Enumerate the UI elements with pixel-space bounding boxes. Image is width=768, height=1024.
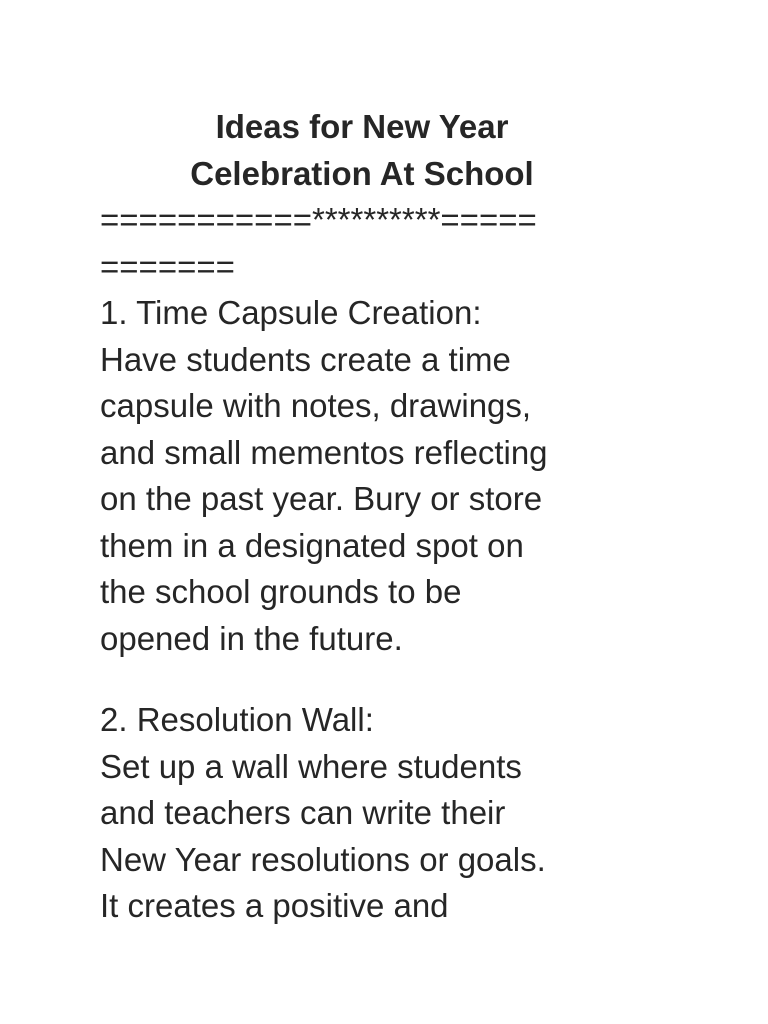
section-resolution-wall — [100, 697, 620, 930]
divider-line: ======= — [100, 247, 235, 285]
section-heading: 1. Time Capsule Creation: — [100, 294, 482, 331]
paragraph-line: It creates a positive and — [100, 887, 449, 924]
paragraph-line: them in a designated spot on — [100, 526, 524, 564]
title-line: Ideas for New Year — [215, 108, 509, 145]
paragraph-line: on the past year. Bury or store — [100, 480, 543, 517]
paragraph-line: and small mementos reflecting — [100, 433, 548, 471]
section-time-capsule — [100, 290, 620, 662]
paragraph-line: and teachers can write their — [100, 794, 506, 831]
document-page — [100, 104, 620, 930]
divider-line: ===========**********===== — [100, 201, 537, 238]
paragraph-line: New Year resolutions or goals. — [100, 840, 546, 878]
divider — [100, 197, 620, 290]
paragraph-line: Set up a wall where students — [100, 747, 522, 785]
paragraph-line: Have students create a time — [100, 340, 511, 378]
title-line: Celebration At School — [190, 154, 534, 192]
section-heading: 2. Resolution Wall: — [100, 701, 374, 738]
paragraph-line: the school grounds to be — [100, 573, 462, 610]
paragraph-line: capsule with notes, drawings, — [100, 387, 532, 424]
document-title — [100, 104, 620, 197]
paragraph-line: opened in the future. — [100, 619, 403, 657]
